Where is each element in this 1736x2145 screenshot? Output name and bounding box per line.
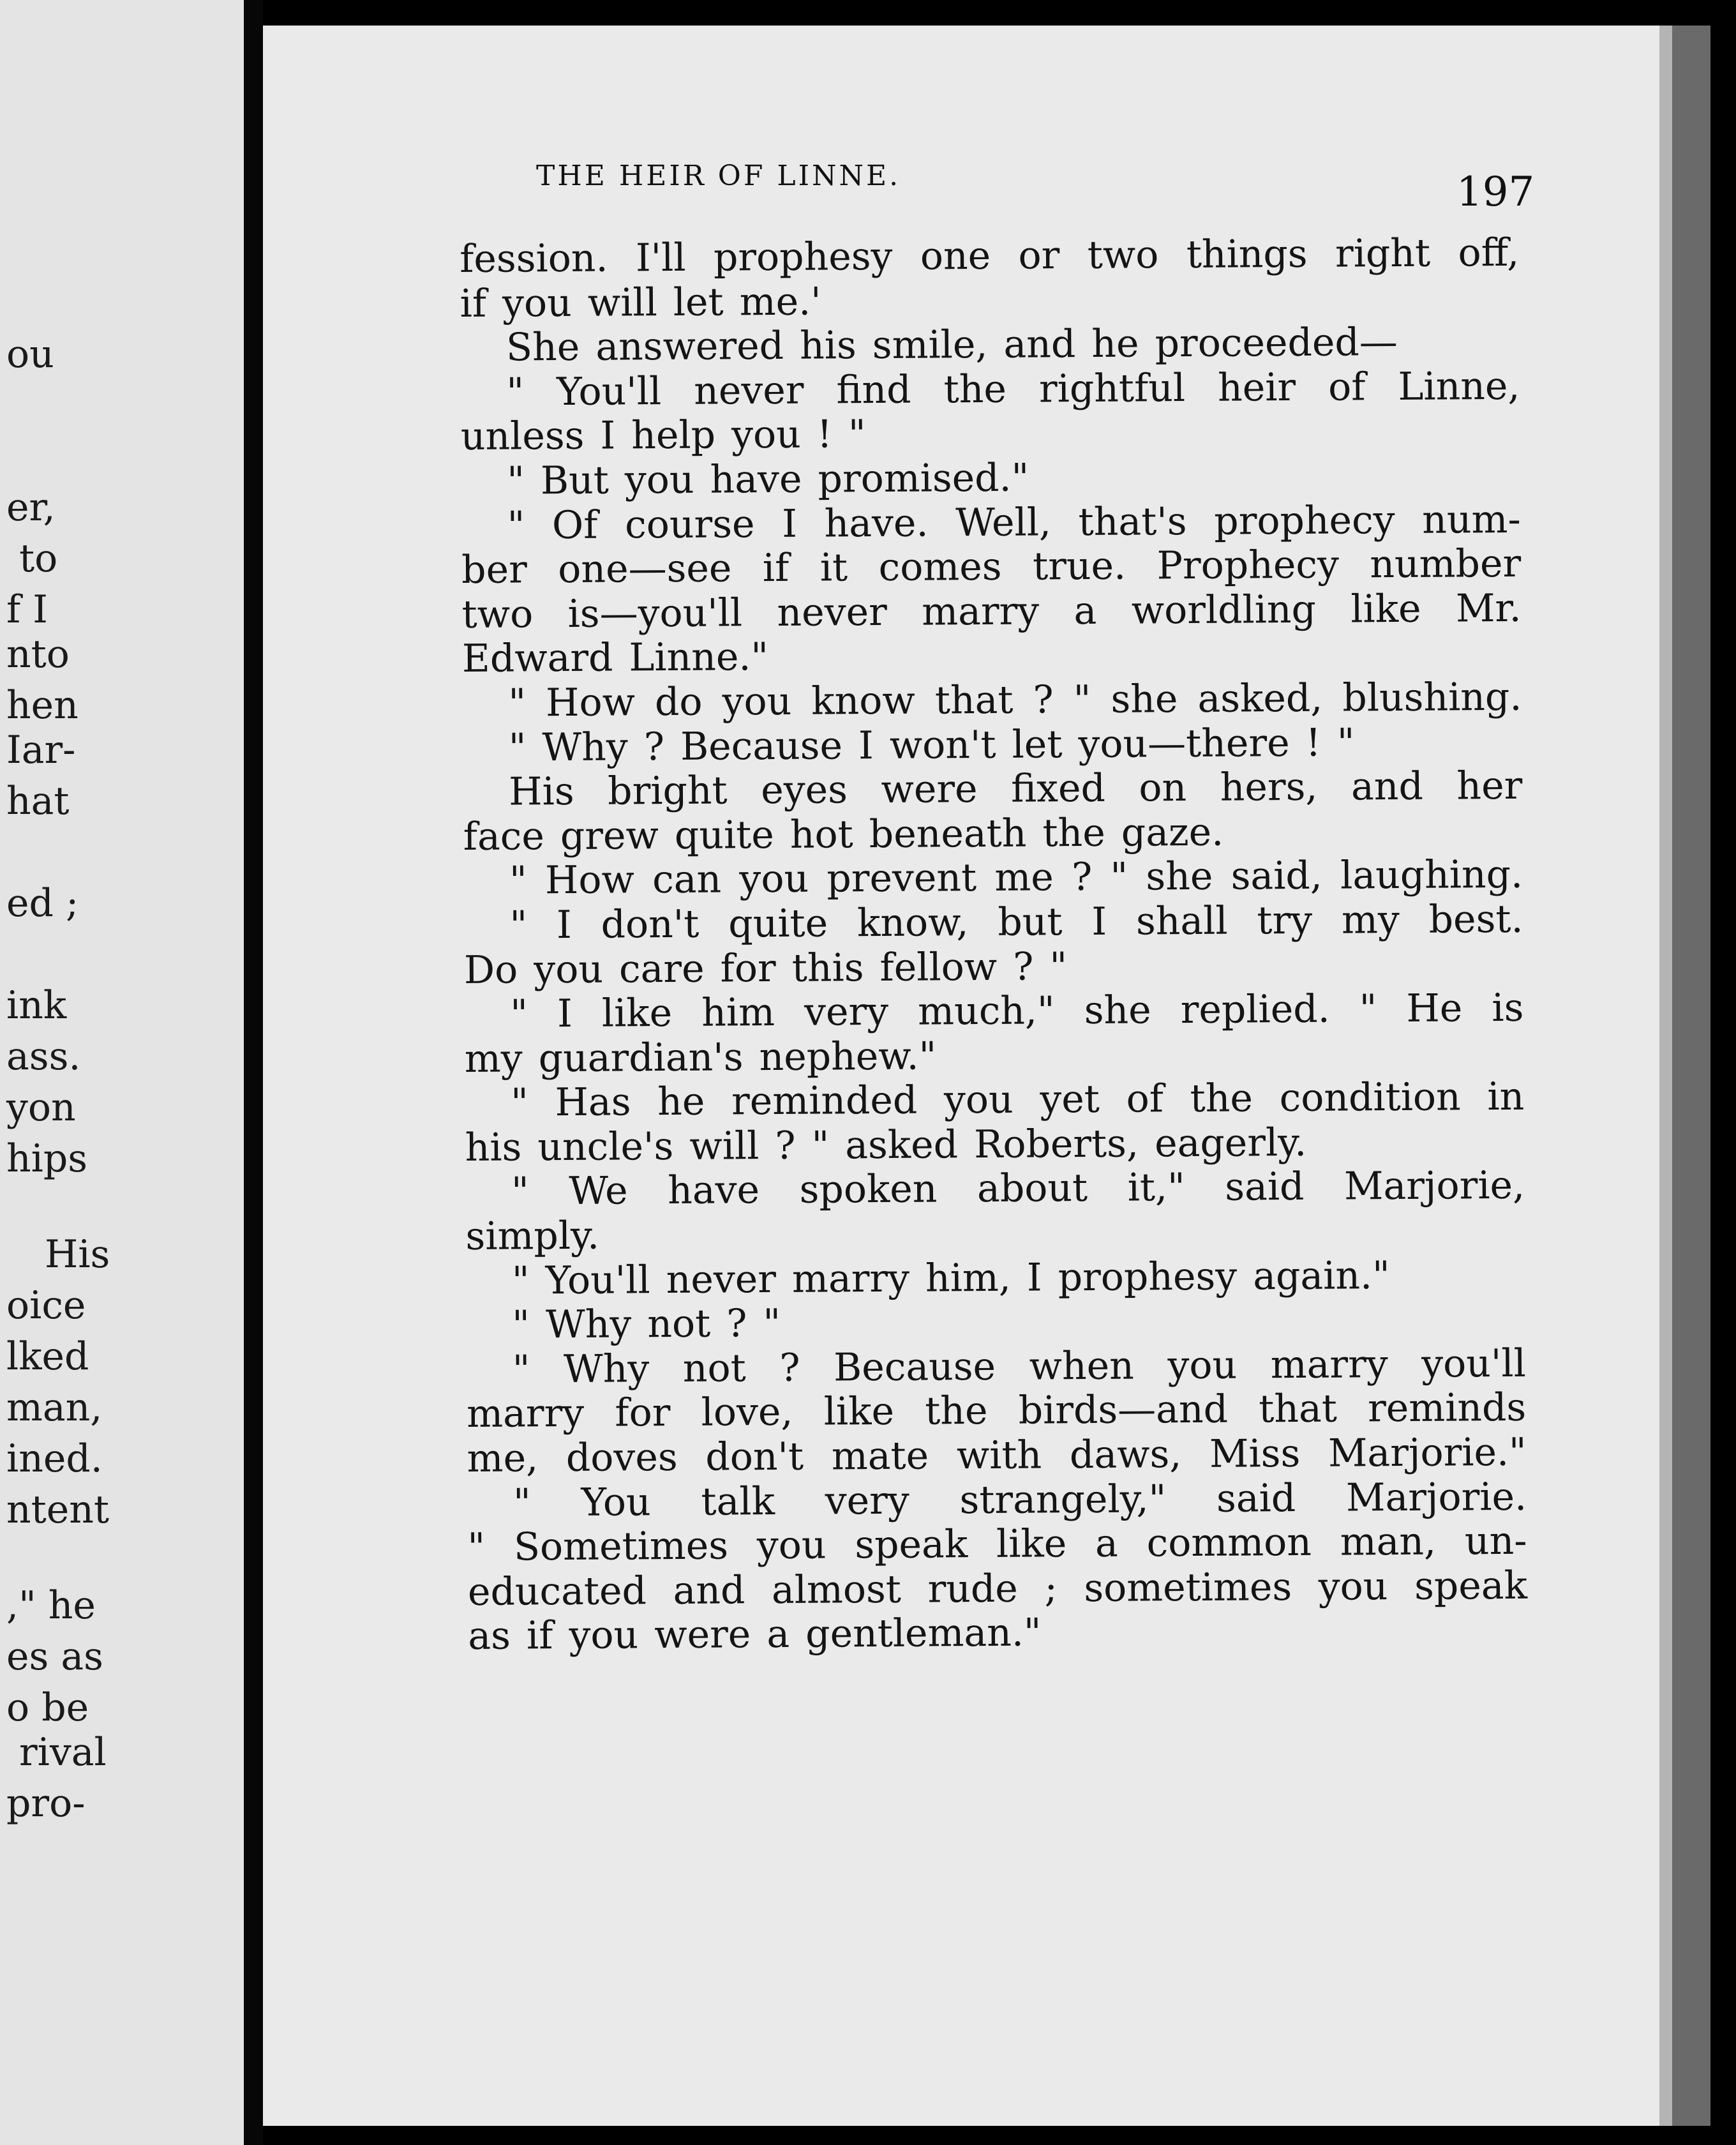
left-page-line: es as: [6, 1634, 103, 1679]
text-line: " Sometimes you speak like a common man, un-: [467, 1519, 1527, 1570]
left-page-line: er,: [6, 485, 56, 530]
left-page-line: hips: [6, 1136, 88, 1181]
page-edge-highlight: [1659, 26, 1672, 2126]
left-page-line: His: [45, 1232, 110, 1277]
page-number: 197: [1456, 169, 1535, 216]
text-line: " I don't quite know, but I shall try my best.: [509, 896, 1523, 948]
left-page-line: ink: [6, 983, 67, 1028]
left-page-line: ntent: [6, 1487, 110, 1532]
text-line: " Why not ? Because when you marry you'll: [512, 1341, 1527, 1392]
left-page-line: ined.: [6, 1436, 103, 1481]
page-gutter: [244, 0, 263, 2145]
text-line: me, doves don't mate with daws, Miss Marjorie.": [467, 1429, 1527, 1481]
text-line: if you will let me.': [460, 279, 821, 326]
text-line: " You talk very strangely," said Marjorie.: [513, 1474, 1527, 1526]
text-line: Do you care for this fellow ? ": [463, 944, 1068, 993]
body-text: [460, 231, 1528, 1659]
left-page-line: ou: [6, 332, 54, 377]
page-edge: [1672, 26, 1710, 2126]
text-line: " Why not ? ": [512, 1301, 781, 1348]
left-page-line: pro-: [6, 1781, 86, 1826]
left-page-line: lked: [6, 1334, 89, 1379]
left-page-line: Iar-: [6, 728, 76, 772]
text-line: unless I help you ! ": [460, 412, 866, 460]
text-line: " Has he reminded you yet of the condition in: [511, 1074, 1525, 1125]
text-line: Edward Linne.": [461, 635, 769, 682]
left-page-line: yon: [6, 1085, 76, 1130]
text-line: fession. I'll prophesy one or two things right off,: [459, 230, 1520, 282]
left-page-line: oice: [6, 1283, 86, 1328]
left-page-line: to: [19, 536, 58, 581]
text-line: as if you were a gentleman.": [468, 1610, 1042, 1659]
left-page-line: man,: [6, 1385, 103, 1430]
text-line: " Of course I have. Well, that's prophecy num-: [507, 497, 1521, 548]
left-page-line: ," he: [6, 1583, 96, 1628]
text-line: " I like him very much," she replied. " He is: [510, 985, 1524, 1037]
left-page-line: o be: [6, 1685, 89, 1730]
text-line: " We have spoken about it," said Marjorie,: [511, 1163, 1525, 1215]
text-line: " How can you prevent me ? " she said, laughing.: [509, 852, 1523, 903]
left-page-line: ass.: [6, 1034, 81, 1079]
left-page-fragment: [0, 0, 244, 2145]
text-line: marry for love, like the birds—and that reminds: [467, 1385, 1527, 1437]
text-line: " But you have promised.": [507, 455, 1029, 504]
text-line: ber one—see if it comes true. Prophecy number: [461, 541, 1522, 593]
text-line: " You'll never find the rightful heir of Linne,: [506, 363, 1520, 415]
running-head: THE HEIR OF LINNE.: [536, 160, 901, 192]
text-line: his uncle's will ? " asked Roberts, eagerly.: [465, 1120, 1307, 1170]
text-line: " You'll never marry him, I prophesy again.": [511, 1253, 1390, 1304]
text-line: His bright eyes were fixed on hers, and her: [509, 763, 1523, 815]
left-page-line: nto: [6, 632, 70, 677]
text-line: " Why ? Because I won't let you—there ! ": [508, 719, 1355, 771]
text-line: my guardian's nephew.": [464, 1034, 937, 1081]
left-page-line: f I: [6, 587, 48, 632]
left-page-line: hat: [6, 779, 70, 824]
left-page-line: hen: [6, 683, 79, 728]
left-page-line: ed ;: [6, 881, 79, 926]
text-line: She answered his smile, and he proceeded—: [505, 320, 1398, 370]
text-line: educated and almost rude ; sometimes you speak: [467, 1563, 1528, 1614]
text-line: simply.: [465, 1213, 600, 1260]
text-line: two is—you'll never marry a worldling like Mr.: [461, 585, 1522, 637]
text-line: " How do you know that ? " she asked, blushing.: [508, 674, 1522, 726]
text-line: face grew quite hot beneath the gaze.: [463, 809, 1224, 859]
left-page-line: rival: [19, 1730, 107, 1775]
